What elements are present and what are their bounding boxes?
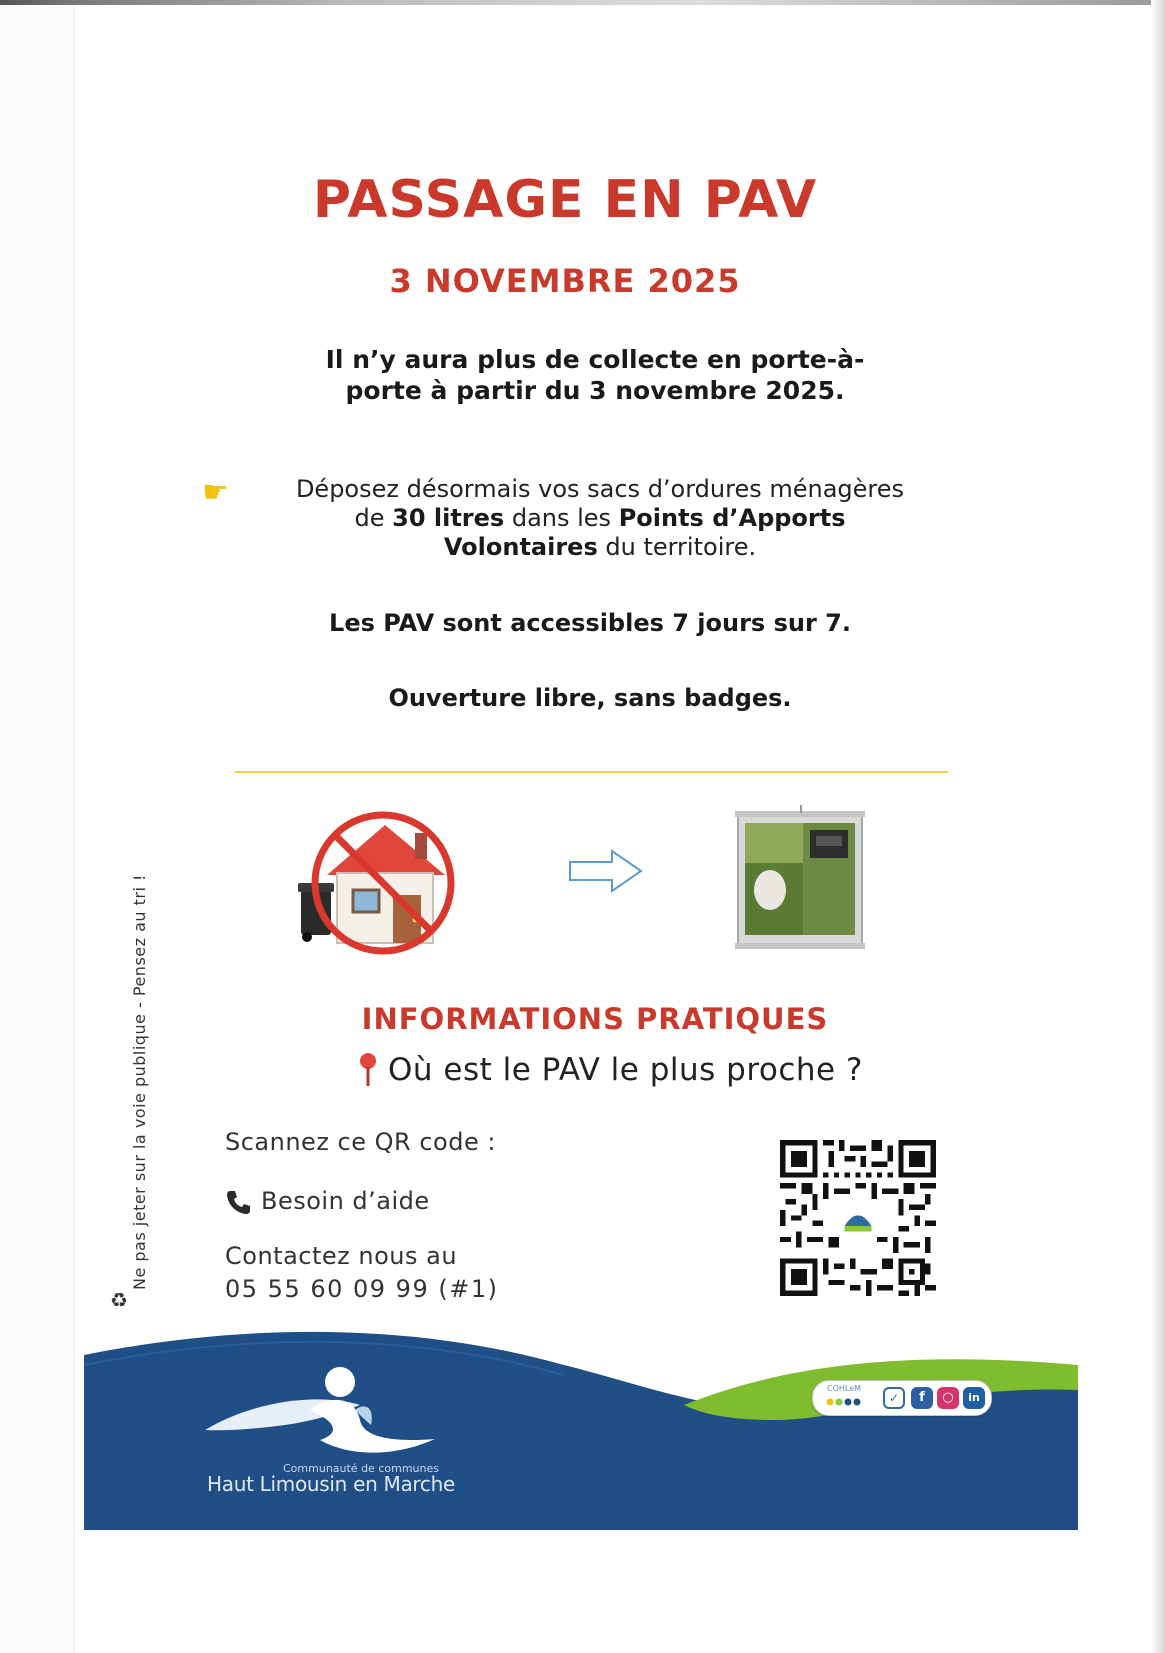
sidebar-tri-text: Ne pas jeter sur la voie publique - Pensez au tri !	[130, 874, 149, 1290]
pav-container-image	[730, 805, 870, 955]
contact-label: Contactez nous au	[225, 1242, 458, 1270]
intro-line-1: Il n’y aura plus de collecte en porte-à-	[325, 345, 865, 374]
access-days-text: Les PAV sont accessibles 7 jours sur 7.	[329, 609, 851, 637]
yellow-divider	[235, 771, 948, 773]
scan-right-edge	[1151, 0, 1165, 1653]
access-open-text: Ouverture libre, sans badges.	[388, 684, 792, 712]
scan-qr-label: Scannez ce QR code :	[225, 1128, 496, 1156]
social-links	[812, 1380, 992, 1416]
scan-top-edge	[0, 0, 1165, 5]
no-door-collection-icon	[295, 795, 465, 955]
intro-line-2: porte à partir du 3 novembre 2025.	[345, 376, 845, 405]
nearest-pav-question: Où est le PAV le plus proche ?	[388, 1052, 863, 1088]
deposit-part-3: dans les	[504, 504, 619, 532]
pointing-hand-icon: ☛	[202, 475, 229, 510]
page-date: 3 NOVEMBRE 2025	[389, 262, 741, 300]
facebook-icon[interactable]: f	[911, 1387, 933, 1409]
deposit-pav-name-2: Volontaires	[443, 533, 598, 561]
deposit-part-2: de	[354, 504, 393, 532]
qr-code[interactable]	[780, 1140, 936, 1296]
footer-org-name: Haut Limousin en Marche	[207, 1472, 455, 1496]
recycle-person-icon: ♻	[110, 1288, 128, 1312]
linkedin-icon[interactable]: in	[963, 1387, 985, 1409]
deposit-text	[250, 475, 950, 562]
page-title: PASSAGE EN PAV	[312, 170, 818, 230]
footer-org-type: Communauté de communes	[283, 1462, 439, 1475]
right-arrow-icon	[568, 848, 644, 894]
map-pin-icon	[357, 1052, 379, 1088]
deposit-part-4: du territoire.	[597, 533, 757, 561]
phone-icon	[225, 1188, 253, 1216]
intro-text	[290, 344, 900, 406]
contact-phone-number[interactable]: 05 55 60 09 99 (#1)	[225, 1275, 499, 1303]
brand-dots-icon	[825, 1397, 867, 1407]
deposit-pav-name-1: Points d’Apports	[618, 504, 846, 532]
cohlem-logo	[205, 1365, 455, 1465]
info-section-title: INFORMATIONS PRATIQUES	[361, 1002, 829, 1036]
deposit-part-1: Déposez désormais vos sacs d’ordures ménagères	[295, 475, 905, 503]
social-brand-label: COHLeM	[827, 1384, 862, 1393]
deposit-volume: 30 litres	[392, 504, 505, 532]
help-label: Besoin d’aide	[261, 1187, 430, 1215]
website-icon[interactable]: ✓	[883, 1387, 905, 1409]
scan-left-margin	[0, 0, 75, 1653]
instagram-icon[interactable]: ○	[937, 1387, 959, 1409]
